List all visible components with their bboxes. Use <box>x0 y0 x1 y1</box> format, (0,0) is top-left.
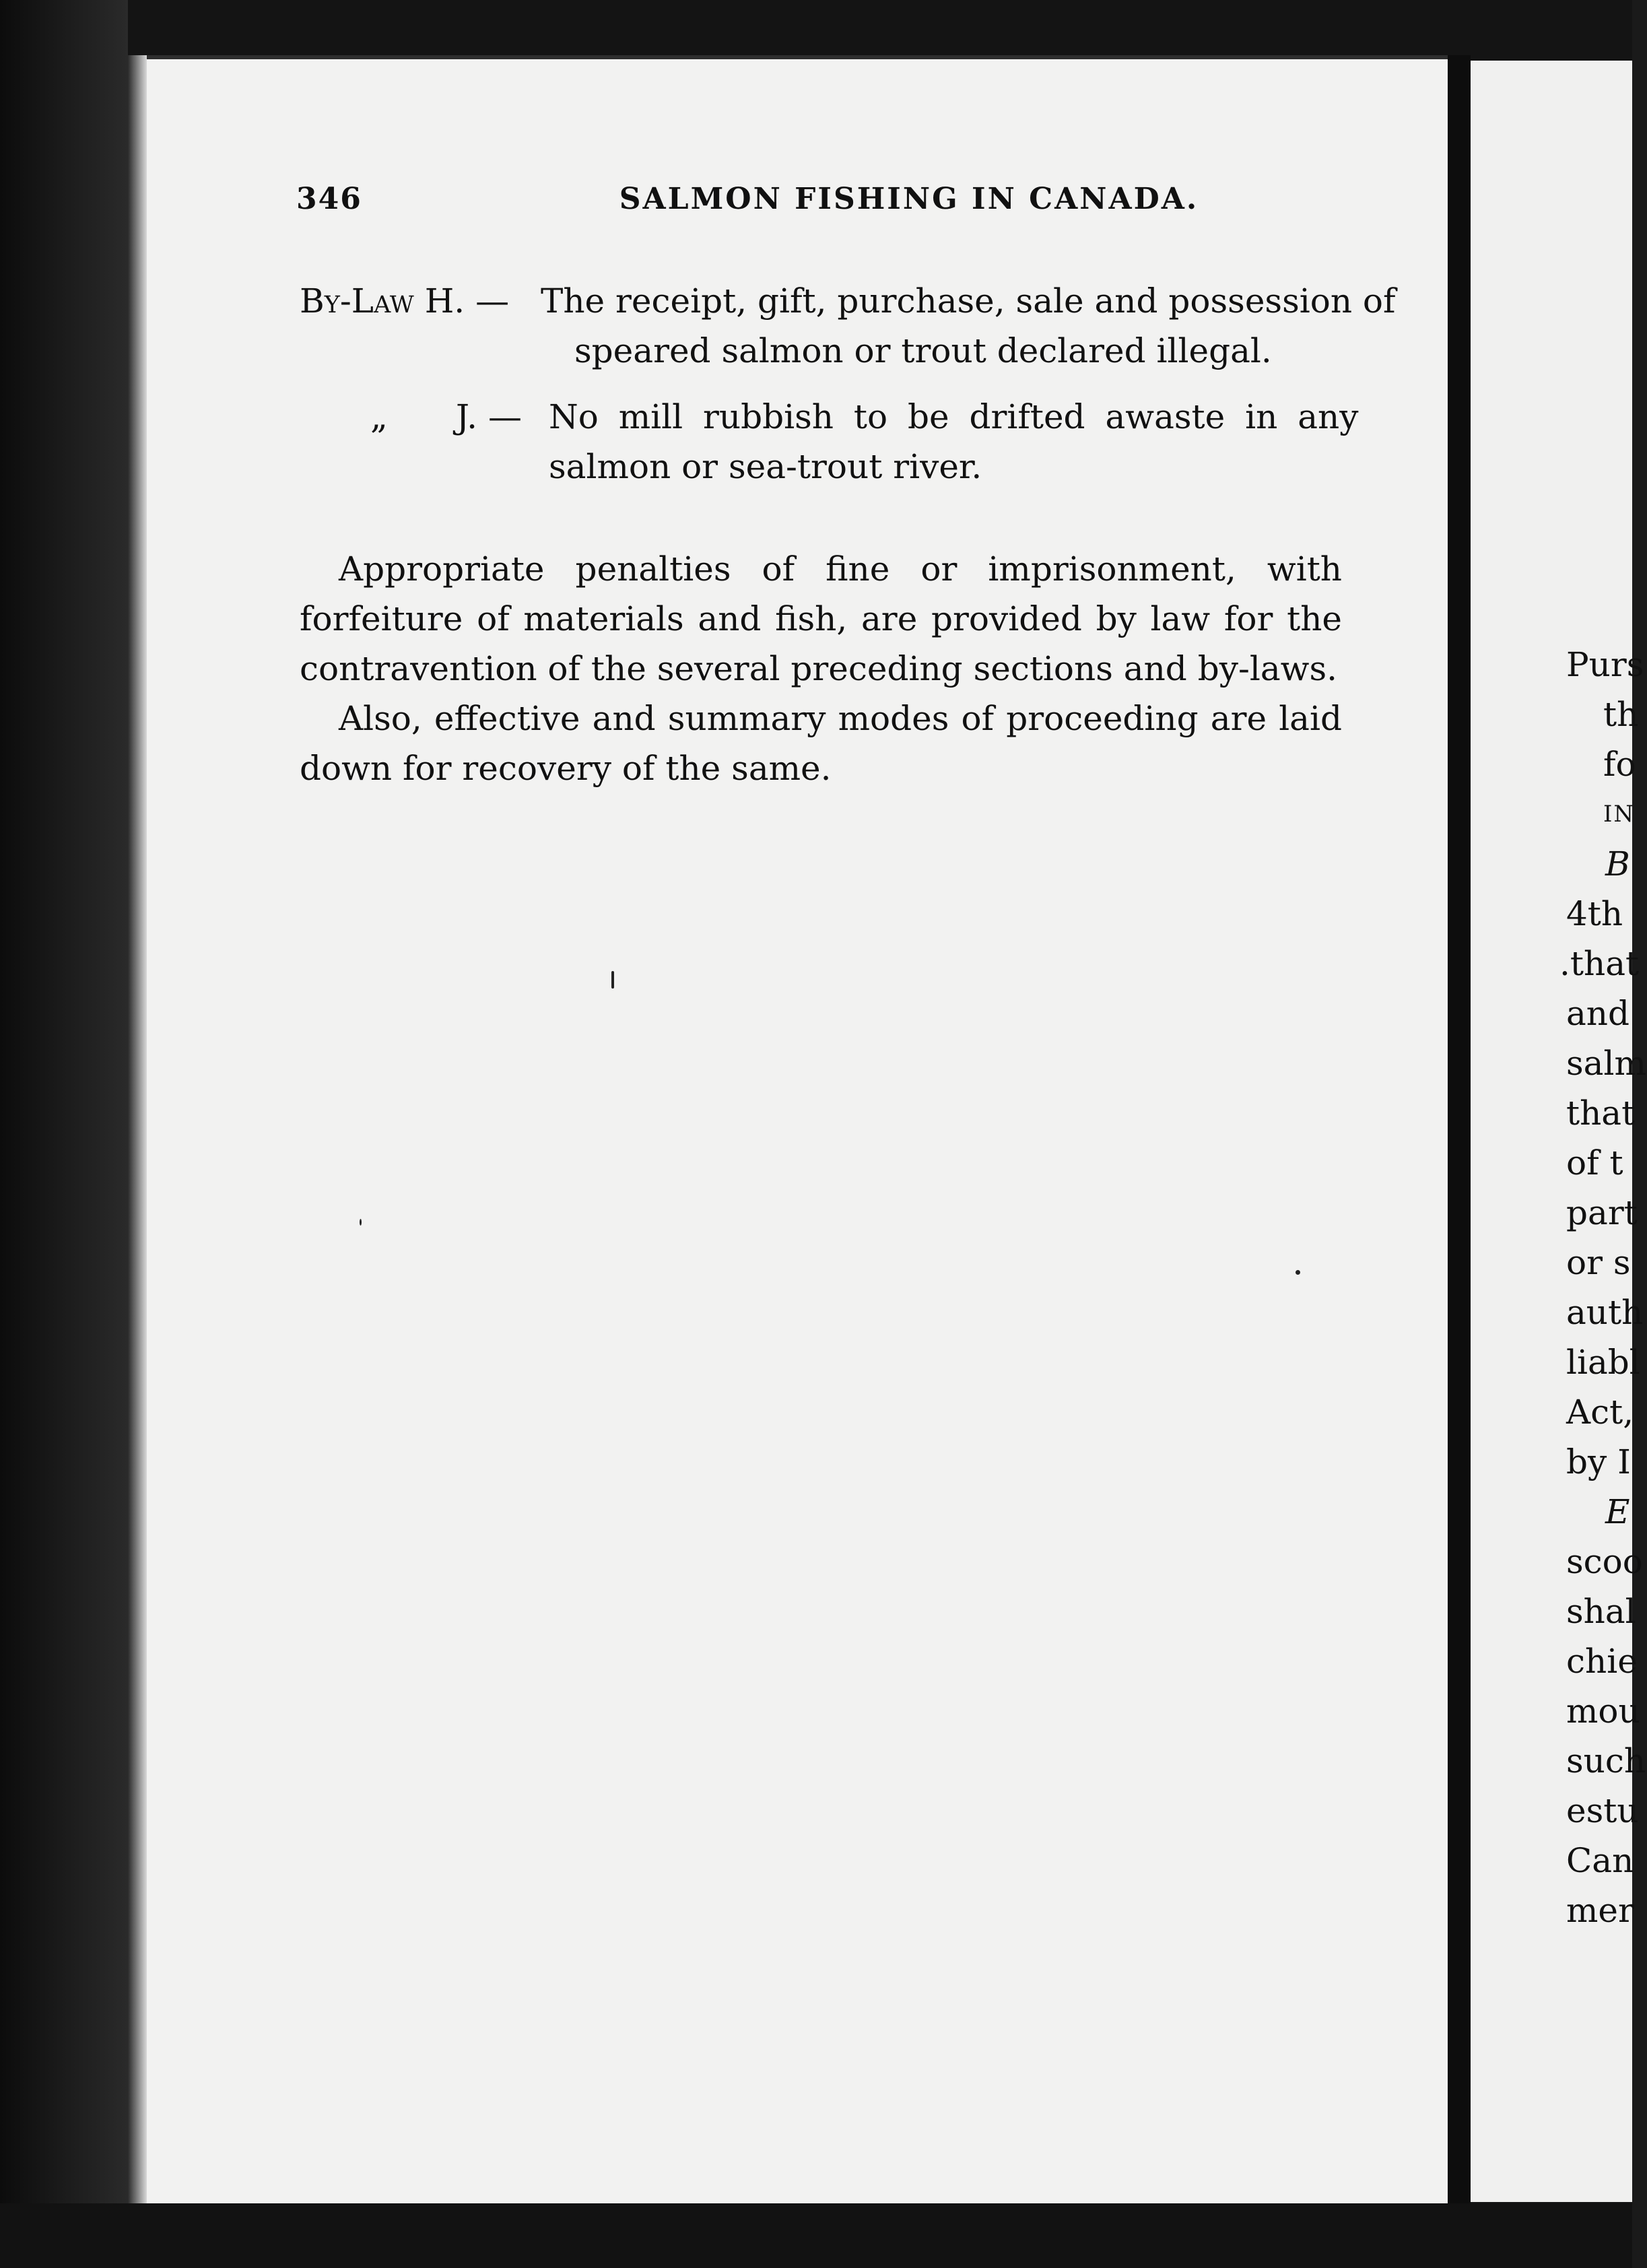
right-page-line: .that <box>1559 944 1640 983</box>
by-law-h <box>300 276 1396 384</box>
book-edge-left <box>0 0 128 2268</box>
right-page-line: th <box>1603 695 1639 734</box>
right-page-line: E <box>1605 1492 1630 1531</box>
right-page-line: B <box>1605 844 1630 883</box>
ditto-mark: „ <box>370 397 388 436</box>
right-page-line: such <box>1566 1741 1646 1780</box>
book-edge-bottom <box>0 2203 1632 2268</box>
right-page-line: 4th <box>1566 894 1623 933</box>
right-page-line: fo <box>1603 745 1636 784</box>
right-page-line: IN <box>1603 801 1636 828</box>
by-law-h-line-1: The receipt, gift, purchase, sale and possession of <box>541 281 1396 321</box>
right-page-line: chie <box>1566 1642 1638 1681</box>
right-page-line: liabl <box>1566 1343 1640 1382</box>
scan-speck <box>611 971 614 989</box>
by-law-j <box>300 392 1359 500</box>
running-head <box>296 182 1347 222</box>
page-number: 346 <box>296 182 362 216</box>
by-law-h-letter: H. — <box>424 281 510 321</box>
right-page-line: Can <box>1566 1841 1634 1880</box>
right-page-line: scoo <box>1566 1542 1643 1581</box>
by-law-h-line-2: speared salmon or trout declared illegal. <box>574 331 1272 370</box>
right-page-line: auth <box>1566 1293 1644 1332</box>
paragraph-proceedings: Also, effective and summary modes of proceeding are laid down for recovery of the same. <box>300 699 1342 788</box>
right-page-line: mer <box>1566 1891 1634 1930</box>
running-title: SALMON FISHING IN CANADA. <box>619 182 1199 216</box>
book-gutter <box>1448 55 1471 2203</box>
right-page-text <box>1559 640 1647 1935</box>
right-page-line: shal <box>1566 1592 1636 1631</box>
scan-speck <box>360 1219 362 1226</box>
right-page-line: mou <box>1566 1692 1640 1731</box>
by-law-j-line-1: No mill rubbish to be drifted awaste in any <box>549 397 1359 436</box>
right-page-line: Act, <box>1566 1393 1634 1432</box>
right-page-line: of t <box>1566 1143 1623 1182</box>
by-law-h-text <box>541 276 1396 376</box>
scan-speck <box>1296 1270 1300 1275</box>
by-law-j-text <box>549 392 1359 492</box>
by-law-label: By-Law <box>300 281 414 321</box>
right-page-line: Purs <box>1566 645 1644 684</box>
right-page-line: estu <box>1566 1791 1639 1830</box>
by-law-j-letter: J. — <box>456 397 522 436</box>
by-law-h-label <box>300 276 509 326</box>
right-page-line: or s <box>1566 1243 1631 1282</box>
right-page-line: that <box>1566 1094 1636 1133</box>
page-binding-shadow <box>128 55 147 2203</box>
by-law-j-line-2: salmon or sea-trout river. <box>549 447 982 486</box>
right-page-line: and <box>1566 994 1630 1033</box>
right-page-line: part <box>1566 1193 1638 1232</box>
right-page-line: salm <box>1566 1044 1646 1083</box>
paragraph-penalties: Appropriate penalties of fine or imprisonment, with forfeiture of materials and fish, are provided by law for the contravention of the several preceding sections and by-laws. <box>300 549 1342 688</box>
right-page-line: by I <box>1566 1442 1631 1481</box>
